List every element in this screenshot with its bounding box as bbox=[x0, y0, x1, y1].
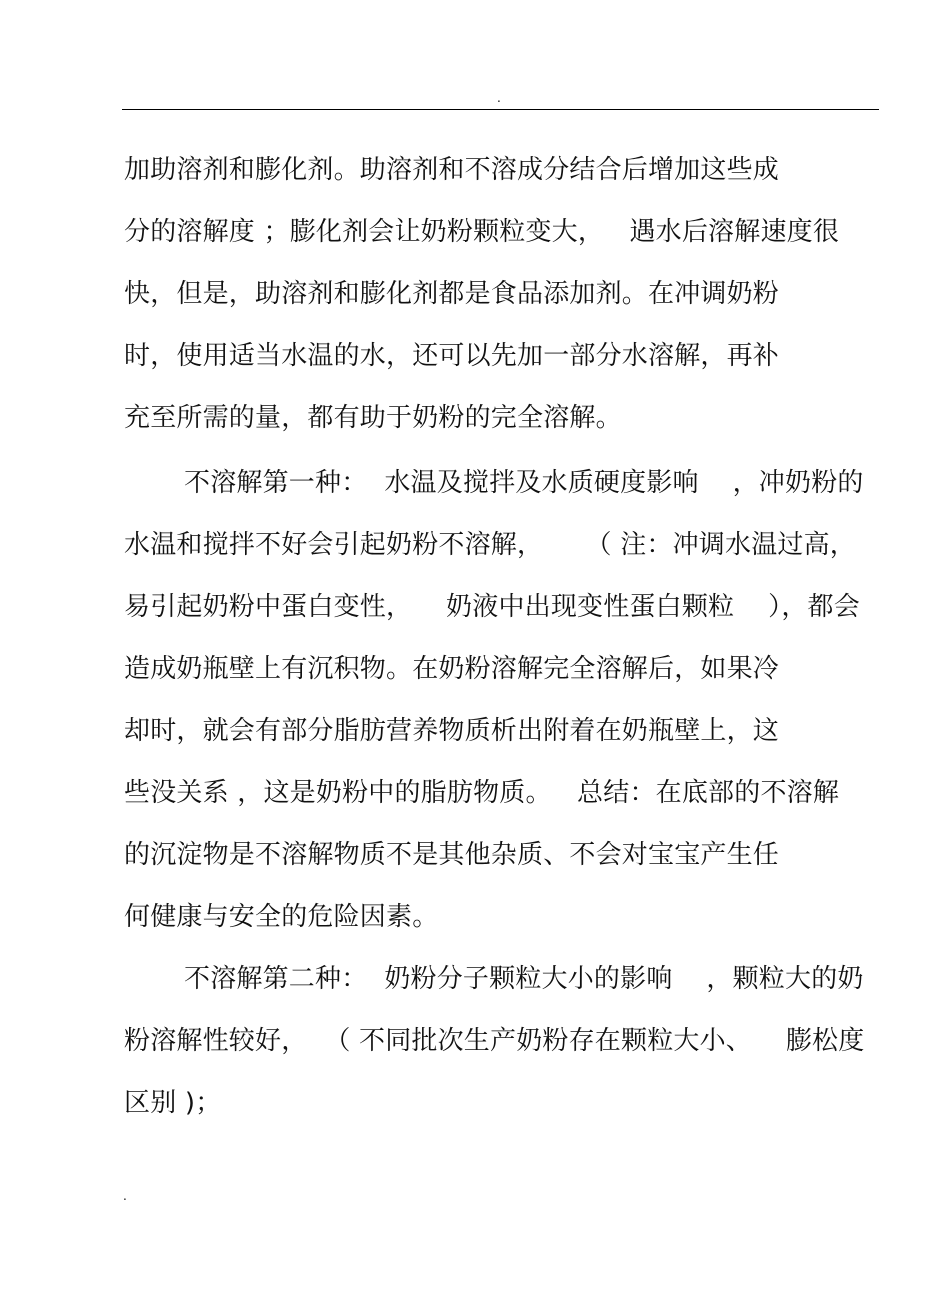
text-line: 充至所需的量，都有助于奶粉的完全溶解。 bbox=[124, 403, 622, 433]
text-line: 时，使用适当水温的水，还可以先加一部分水溶解，再补 bbox=[124, 341, 780, 371]
text-line: 加助溶剂和膨化剂。助溶剂和不溶成分结合后增加这些成 bbox=[124, 155, 780, 185]
text-line: 水温和搅拌不好会引起奶粉不溶解， （ 注：冲调水温过高， bbox=[124, 530, 856, 560]
text-line: 些没关系 ，这是奶粉中的脂肪物质。 总结：在底部的不溶解 bbox=[124, 778, 840, 808]
paragraph-start-line: 不溶解第二种： 奶粉分子颗粒大小的影响 ，颗粒大的奶 bbox=[184, 964, 864, 994]
text-line: 粉溶解性较好， （ 不同批次生产奶粉存在颗粒大小、 膨松度 bbox=[124, 1026, 865, 1056]
text-line: 区别 )； bbox=[124, 1088, 222, 1118]
footer-dot: . bbox=[123, 1189, 127, 1203]
text-line: 造成奶瓶壁上有沉积物。在奶粉溶解完全溶解后，如果冷 bbox=[124, 654, 780, 684]
header-rule bbox=[122, 109, 879, 110]
text-line: 何健康与安全的危险因素。 bbox=[124, 902, 439, 932]
paragraph-start-line: 不溶解第一种： 水温及搅拌及水质硬度影响 ，冲奶粉的 bbox=[184, 468, 864, 498]
text-line: 分的溶解度 ；膨化剂会让奶粉颗粒变大， 遇水后溶解速度很 bbox=[124, 217, 840, 247]
text-line: 快，但是，助溶剂和膨化剂都是食品添加剂。在冲调奶粉 bbox=[124, 279, 780, 309]
text-line: 易引起奶粉中蛋白变性， 奶液中出现变性蛋白颗粒 ），都会 bbox=[124, 592, 860, 622]
text-line: 的沉淀物是不溶解物质不是其他杂质、不会对宝宝产生任 bbox=[124, 840, 780, 870]
text-line: 却时，就会有部分脂肪营养物质析出附着在奶瓶壁上，这 bbox=[124, 716, 780, 746]
header-dot: . bbox=[497, 91, 501, 105]
